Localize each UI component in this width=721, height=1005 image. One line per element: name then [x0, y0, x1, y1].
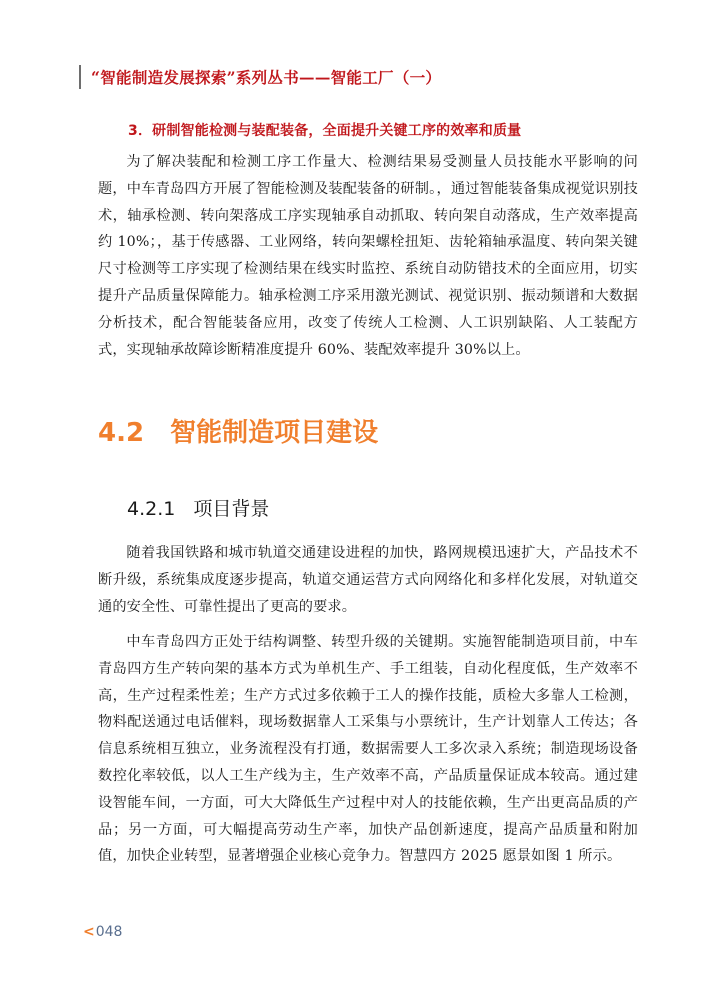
paragraph-inspection-equipment: 为了解决装配和检测工序工作量大、检测结果易受测量人员技能水平影响的问题，中车青岛四方开展了智能检测及装配装备的研制。，通过智能装备集成视觉识别技术，轴承检测、转向架落成工序实现轴承自动抓取、转向架自动落成，生产效率提高约 10%；，基于传感器、工业网络，转向架螺栓扭矩、齿轮箱轴承温度、转向架关键尺寸检测等工序实现了检测结果在线实时监控、系统自动防错技术的全面应用，切实提升产品质量保障能力。轴承检测工序采用激光测试、视觉识别、振动频谱和大数据分析技术，配合智能装备应用，改变了传统人工检测、人工识别缺陷、人工装配方式，实现轴承故障诊断精准度提升 60%、装配效率提升 30%以上。: [98, 154, 638, 358]
section-number: 4.2: [98, 418, 145, 448]
paragraph-background-2: 中车青岛四方正处于结构调整、转型升级的关键期。实施智能制造项目前，中车青岛四方生产转向架的基本方式为单机生产、手工组装，自动化程度低，生产效率不高，生产过程柔性差；生产方式过多依赖于工人的操作技能，质检大多靠人工检测，物料配送通过电话催料，现场数据靠人工采集与小票统计，生产计划靠人工传达；各信息系统相互独立，业务流程没有打通，数据需要人工多次录入系统；制造现场设备数控化率较低，以人工生产线为主，生产效率不高，产品质量保证成本较高。通过建设智能车间，一方面，可大大降低生产过程中对人的技能依赖，生产出更高品质的产品；另一方面，可大幅提高劳动生产率，加快产品创新速度，提高产品质量和附加值，加快企业转型，显著增强企业核心竞争力。智慧四方 2025 愿景如图 1 所示。: [98, 634, 638, 865]
page-number: [83, 924, 122, 940]
paragraph-background-1: 随着我国铁路和城市轨道交通建设进程的加快，路网规模迅速扩大，产品技术不断升级，系统集成度逐步提高，轨道交通运营方式向网络化和多样化发展，对轨道交通的安全性、可靠性提出了更高的要求。: [98, 545, 638, 615]
subsection-title-text: 项目背景: [193, 498, 270, 520]
subheading-3: 3．研制智能检测与装配装备，全面提升关键工序的效率和质量: [128, 123, 522, 139]
subsection-heading-4-2-1: [127, 494, 269, 521]
section-heading-4-2: [98, 412, 378, 449]
running-header: [79, 64, 441, 90]
section-title-text: 智能制造项目建设: [170, 418, 379, 448]
subsection-number: 4.2.1: [127, 498, 176, 520]
chevron-left-icon: <: [83, 924, 95, 940]
page-number-value: 048: [95, 924, 123, 940]
header-divider-bar: [79, 65, 81, 89]
series-title: “智能制造发展探索”系列丛书——智能工厂（一）: [91, 68, 442, 87]
